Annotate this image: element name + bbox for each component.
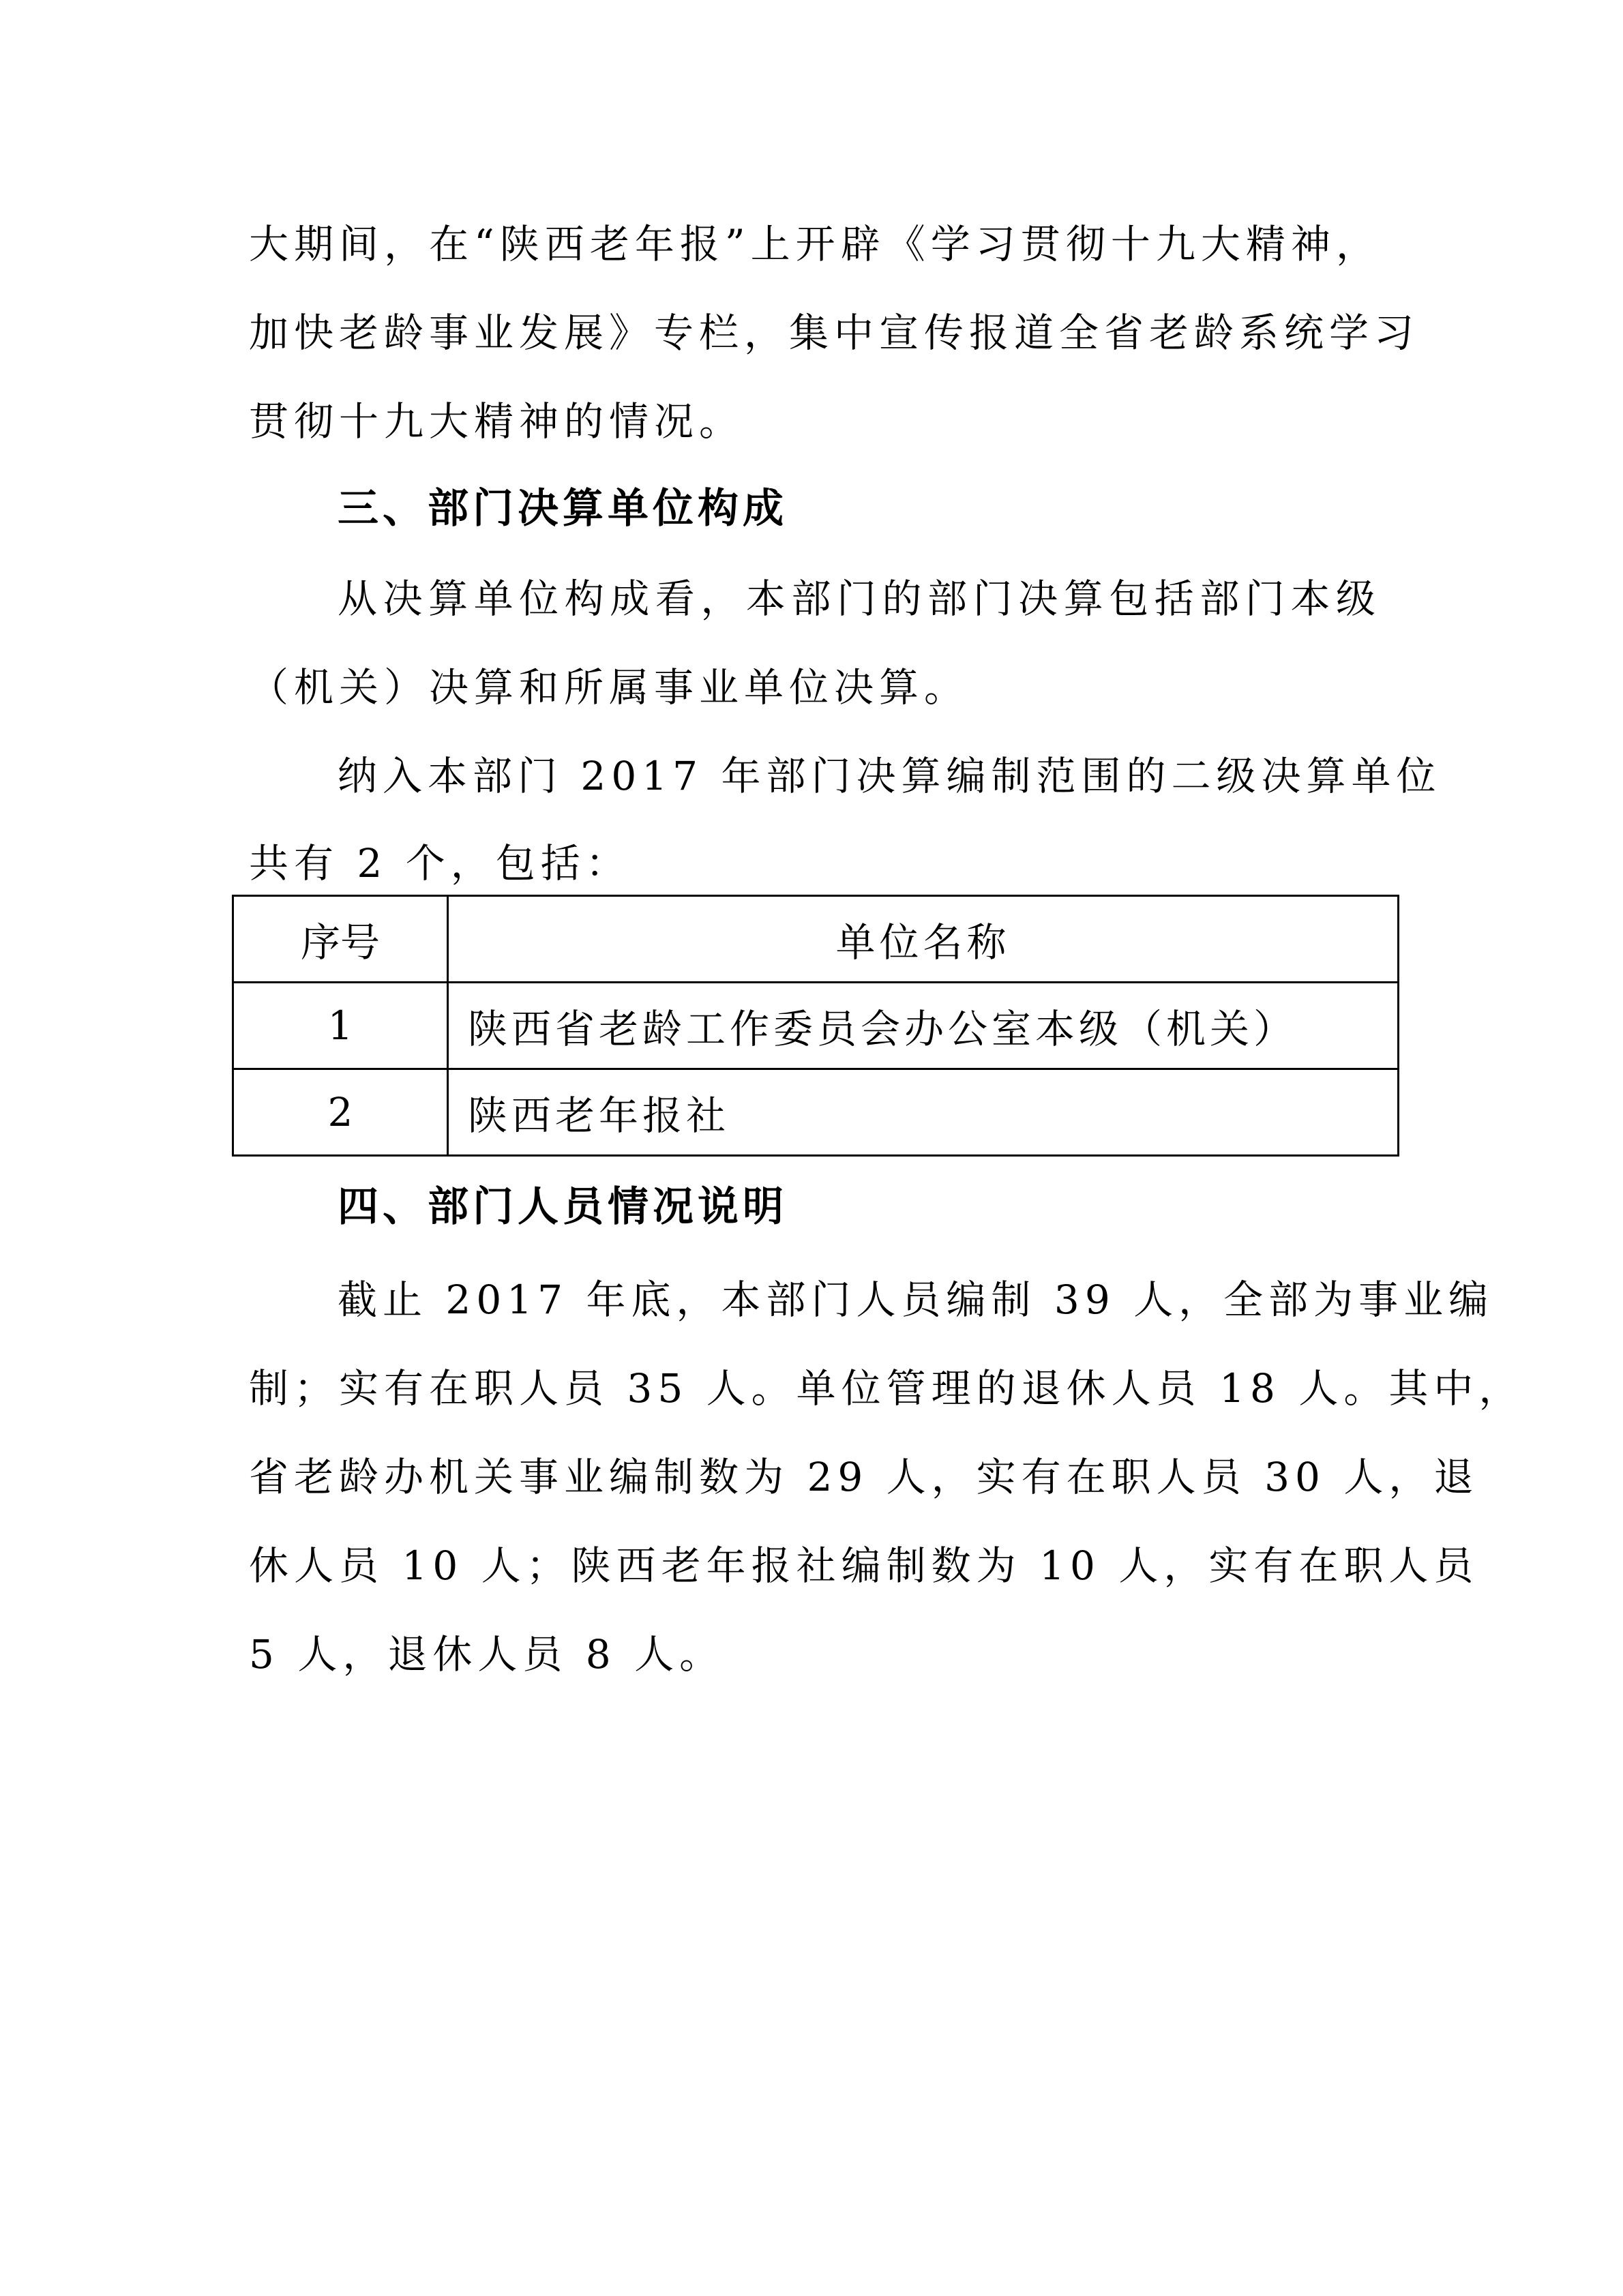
- paragraph-line: 加快老龄事业发展》专栏，集中宣传报道全省老龄系统学习: [249, 310, 1420, 356]
- paragraph-line: 贯彻十九大精神的情况。: [249, 398, 745, 445]
- paragraph-line: 省老龄办机关事业编制数为 29 人，实有在职人员 30 人，退: [249, 1454, 1479, 1500]
- cell-name: 陕西老年报社: [448, 1069, 1399, 1156]
- paragraph-line: 截止 2017 年底，本部门人员编制 39 人，全部为事业编: [338, 1277, 1494, 1323]
- section-heading-3: 三、部门决算单位构成: [338, 485, 788, 533]
- header-name: 单位名称: [448, 896, 1399, 983]
- header-no: 序号: [233, 896, 448, 983]
- units-table: [232, 895, 1399, 1157]
- paragraph-line: 休人员 10 人；陕西老年报社编制数为 10 人，实有在职人员: [249, 1542, 1479, 1589]
- paragraph-line: 制；实有在职人员 35 人。单位管理的退休人员 18 人。其中，: [249, 1365, 1524, 1412]
- table-header-row: [233, 896, 1399, 983]
- paragraph-line: 共有 2 个，包括：: [249, 840, 631, 886]
- cell-no: 1: [233, 983, 448, 1069]
- cell-no: 2: [233, 1069, 448, 1156]
- paragraph-line: 纳入本部门 2017 年部门决算编制范围的二级决算单位: [338, 753, 1442, 799]
- paragraph-line: 5 人，退休人员 8 人。: [249, 1631, 725, 1678]
- paragraph-line: 从决算单位构成看，本部门的部门决算包括部门本级: [338, 576, 1381, 622]
- table-row: [233, 1069, 1399, 1156]
- cell-name: 陕西省老龄工作委员会办公室本级（机关）: [448, 983, 1399, 1069]
- section-heading-4: 四、部门人员情况说明: [338, 1183, 788, 1231]
- table-row: [233, 983, 1399, 1069]
- paragraph-line: 大期间，在“陕西老年报”上开辟《学习贯彻十九大精神，: [249, 221, 1381, 267]
- paragraph-line: （机关）决算和所属事业单位决算。: [249, 664, 970, 711]
